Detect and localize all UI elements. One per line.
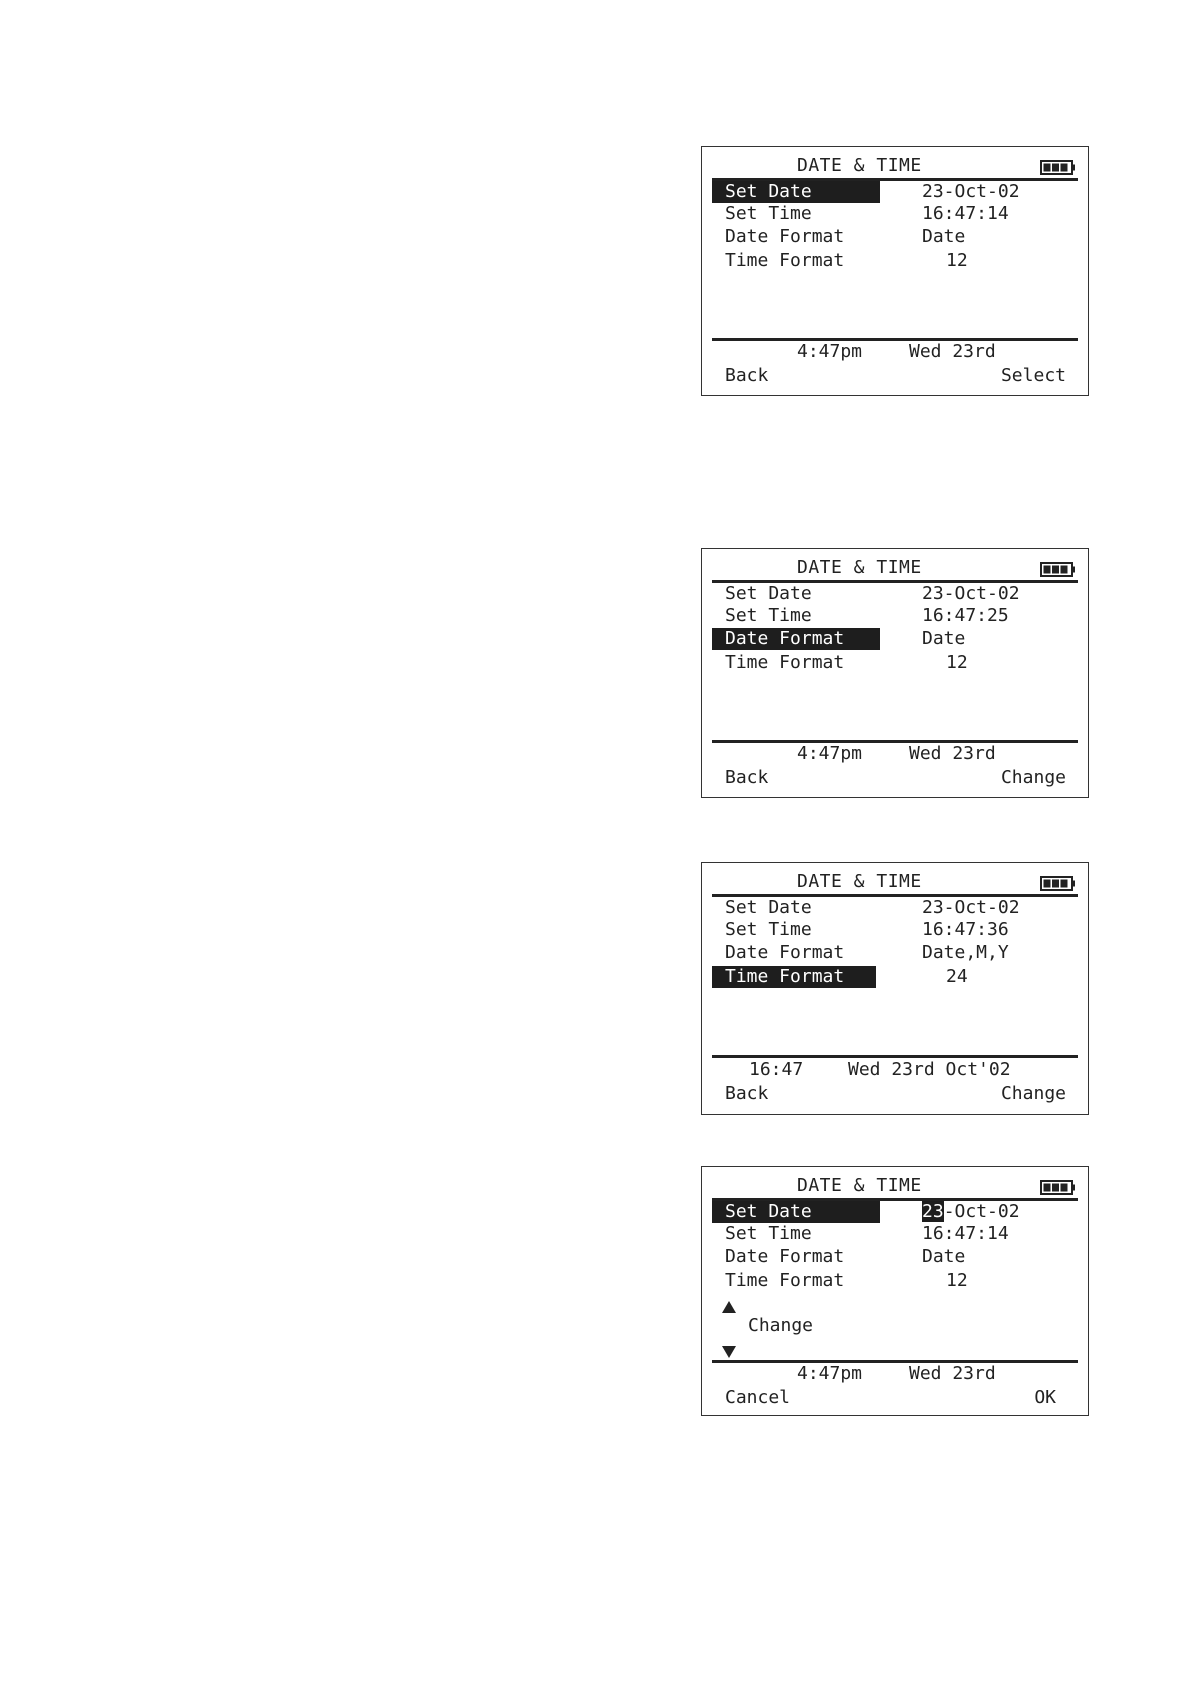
title-text: DATE & TIME — [797, 1175, 922, 1196]
date-time-screen-3 — [701, 862, 1089, 1115]
menu-item-label: Time Format — [712, 966, 876, 988]
menu-item-time-format[interactable] — [702, 652, 1088, 674]
menu-item-set-date[interactable] — [702, 583, 1088, 605]
title-text: DATE & TIME — [797, 871, 922, 892]
menu-item-time-format[interactable] — [702, 250, 1088, 272]
menu-item-date-format[interactable] — [702, 942, 1088, 964]
ok-softkey[interactable]: OK — [1034, 1387, 1056, 1408]
softkey-bar — [702, 1083, 1088, 1105]
status-bar — [702, 743, 1088, 765]
screen-title — [702, 155, 1088, 177]
status-divider — [712, 1055, 1078, 1058]
title-text: DATE & TIME — [797, 155, 922, 176]
menu-item-set-date[interactable] — [702, 181, 1088, 203]
back-softkey[interactable]: Back — [725, 767, 769, 788]
arrow-up-icon[interactable] — [722, 1301, 736, 1313]
menu-item-value: 23-Oct-02 — [922, 181, 1020, 202]
menu-item-set-date[interactable] — [702, 897, 1088, 919]
menu-item-label: Set Date — [712, 1201, 880, 1223]
menu-item-value: Date — [922, 628, 966, 649]
back-softkey[interactable]: Back — [725, 365, 769, 386]
menu-item-label: Set Date — [725, 897, 812, 918]
menu-item-value: 16:47:14 — [922, 203, 1009, 224]
date-time-screen-2 — [701, 548, 1089, 798]
menu-item-value: 12 — [946, 652, 968, 673]
menu-item-set-time[interactable] — [702, 919, 1088, 941]
menu-item-label: Time Format — [725, 250, 845, 271]
status-bar — [702, 341, 1088, 363]
status-date: Wed 23rd — [909, 1363, 996, 1384]
menu-item-label: Date Format — [725, 226, 845, 247]
select-softkey[interactable]: Select — [1000, 365, 1066, 386]
cancel-softkey[interactable]: Cancel — [725, 1387, 791, 1408]
menu-item-value: 12 — [946, 250, 968, 271]
date-time-screen-4 — [701, 1166, 1089, 1416]
menu-item-value — [922, 1201, 1020, 1223]
menu-item-value: 12 — [946, 1270, 968, 1291]
status-time: 4:47pm — [797, 1363, 863, 1384]
menu-item-label: Set Time — [725, 605, 812, 626]
battery-icon — [1040, 876, 1076, 891]
status-time: 4:47pm — [797, 341, 863, 362]
menu-item-label: Set Time — [725, 919, 812, 940]
screen-title — [702, 557, 1088, 579]
menu-item-value: Date,M,Y — [922, 942, 1009, 963]
menu-item-value: 16:47:14 — [922, 1223, 1009, 1244]
menu-item-label: Set Time — [725, 1223, 812, 1244]
status-bar — [702, 1363, 1088, 1385]
back-softkey[interactable]: Back — [725, 1083, 769, 1104]
menu-item-label: Set Time — [725, 203, 812, 224]
status-date: Wed 23rd Oct'02 — [848, 1059, 1011, 1080]
menu-item-set-time[interactable] — [702, 605, 1088, 627]
menu-item-label: Time Format — [725, 1270, 845, 1291]
menu-item-label: Time Format — [725, 652, 845, 673]
menu-item-date-format[interactable] — [702, 628, 1088, 650]
change-hint: Change — [748, 1315, 814, 1336]
status-bar — [702, 1059, 1088, 1081]
menu-item-label: Date Format — [712, 628, 880, 650]
menu-item-value: 24 — [946, 966, 968, 987]
menu-item-value: 16:47:25 — [922, 605, 1009, 626]
menu-item-label: Set Date — [712, 181, 880, 203]
battery-icon — [1040, 160, 1076, 175]
menu-item-date-format[interactable] — [702, 1246, 1088, 1268]
menu-item-value: Date — [922, 1246, 966, 1267]
menu-item-date-format[interactable] — [702, 226, 1088, 248]
menu-item-label: Set Date — [725, 583, 812, 604]
date-time-screen-1 — [701, 146, 1089, 396]
battery-icon — [1040, 1180, 1076, 1195]
menu-item-set-time[interactable] — [702, 1223, 1088, 1245]
change-softkey[interactable]: Change — [1000, 767, 1066, 788]
menu-item-set-date[interactable] — [702, 1201, 1088, 1223]
battery-icon — [1040, 562, 1076, 577]
softkey-bar — [702, 365, 1088, 387]
menu-item-label: Date Format — [725, 1246, 845, 1267]
status-time: 16:47 — [749, 1059, 804, 1080]
softkey-bar — [702, 767, 1088, 789]
day-field-highlight[interactable]: 23 — [922, 1201, 944, 1222]
menu-item-value: 23-Oct-02 — [922, 897, 1020, 918]
change-softkey[interactable]: Change — [1000, 1083, 1066, 1104]
status-date: Wed 23rd — [909, 341, 996, 362]
menu-item-label: Date Format — [725, 942, 845, 963]
title-text: DATE & TIME — [797, 557, 922, 578]
menu-item-value: 23-Oct-02 — [922, 583, 1020, 604]
menu-item-value: Date — [922, 226, 966, 247]
status-date: Wed 23rd — [909, 743, 996, 764]
arrow-down-icon[interactable] — [722, 1346, 736, 1358]
menu-item-value: 16:47:36 — [922, 919, 1009, 940]
softkey-bar — [702, 1387, 1088, 1409]
screen-title — [702, 1175, 1088, 1197]
screen-title — [702, 871, 1088, 893]
menu-item-time-format[interactable] — [702, 1270, 1088, 1292]
date-rest: -Oct-02 — [943, 1201, 1020, 1222]
menu-item-set-time[interactable] — [702, 203, 1088, 225]
menu-item-time-format[interactable] — [702, 966, 1088, 988]
status-time: 4:47pm — [797, 743, 863, 764]
